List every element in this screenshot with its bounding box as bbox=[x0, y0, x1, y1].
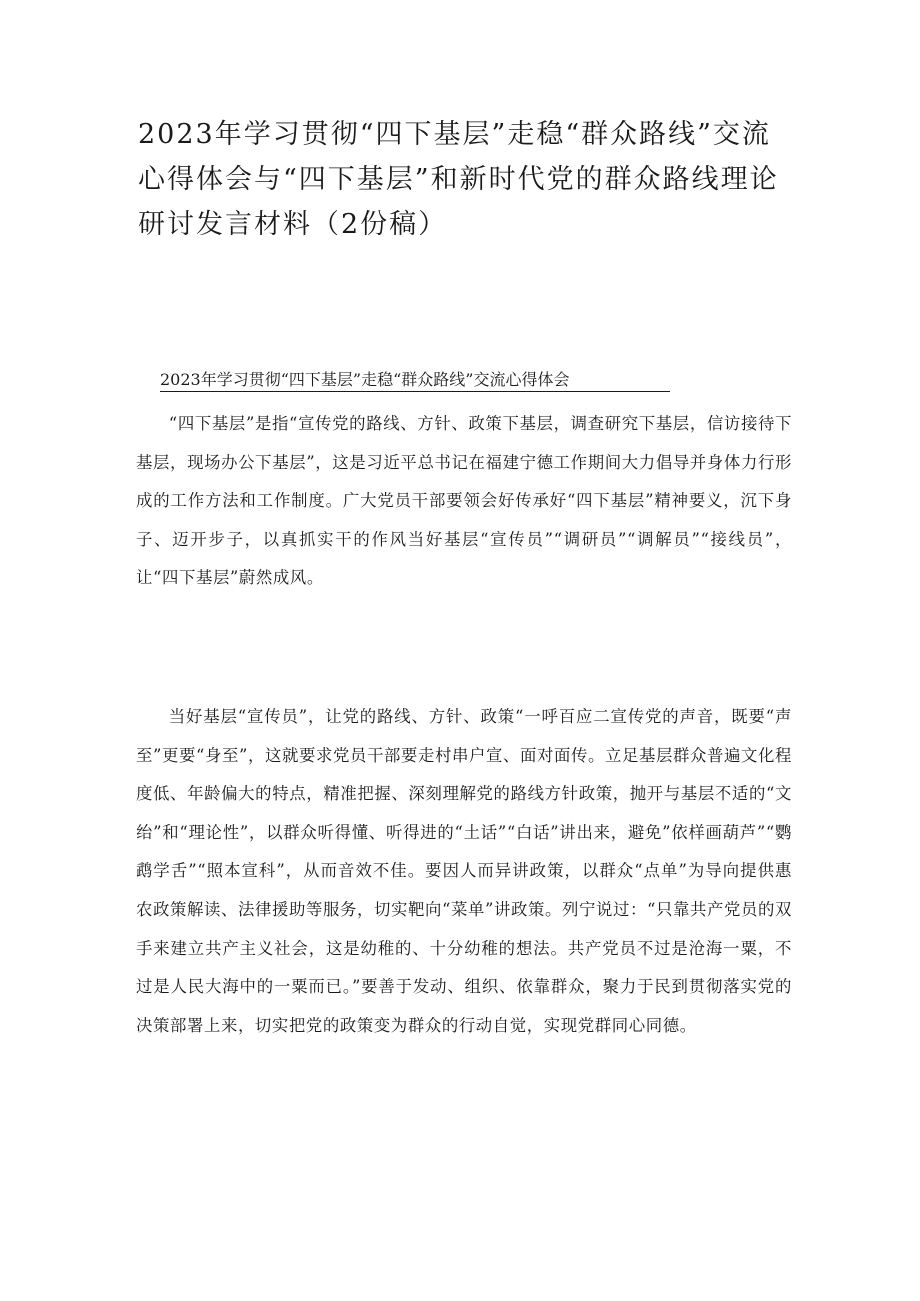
body-paragraph-1: “四下基层”是指“宣传党的路线、方针、政策下基层，调查研究下基层，信访接待下基层，现场办公下基层”，这是习近平总书记在福建宁德工作期间大力倡导并身体力行形成的工作方法和工作制度。广大党员干部要领会好传承好“四下基层”精神要义，沉下身子、迈开步子，以真抓实干的作风当好基层“宣传员”“调研员”“调解员”“接线员”，让“四下基层”蔚然成风。 bbox=[136, 414, 792, 588]
section-heading: 2023年学习贯彻“四下基层”走稳“群众路线”交流心得体会 bbox=[160, 368, 780, 392]
body-paragraph-2: 当好基层“宣传员”，让党的路线、方针、政策“一呼百应二宣传党的声音，既要“声至”更要“身至”，这就要求党员干部要走村串户宣、面对面传。立足基层群众普遍文化程度低、年龄偏大的特点，精准把握、深刻理解党的路线方针政策，抛开与基层不适的“文绐”和“理论性”，以群众听得懂、听得进的“土话”“白话”讲出来，避免”依样画葫芦”“鹦鹉学舌”“照本宣科”，从而音效不佳。要因人而异讲政策，以群众“点单”为导向提供惠农政策解读、法律援助等服务，切实靶向“菜单”讲政策。列宁说过：“只靠共产党员的双手来建立共产主义社会，这是幼稚的、十分幼稚的想法。共产党员不过是沧海一粟，不过是人民大海中的一粟而已。”要善于发动、组织、依靠群众，聚力于民到贯彻落实党的决策部署上来，切实把党的政策变为群众的行动自觉，实现党群同心同德。 bbox=[136, 707, 792, 1035]
document-title: 2023年学习贯彻“四下基层”走稳“群众路线”交流心得体会与“四下基层”和新时代党的群众路线理论研讨发言材料（2份稿） bbox=[138, 119, 779, 240]
